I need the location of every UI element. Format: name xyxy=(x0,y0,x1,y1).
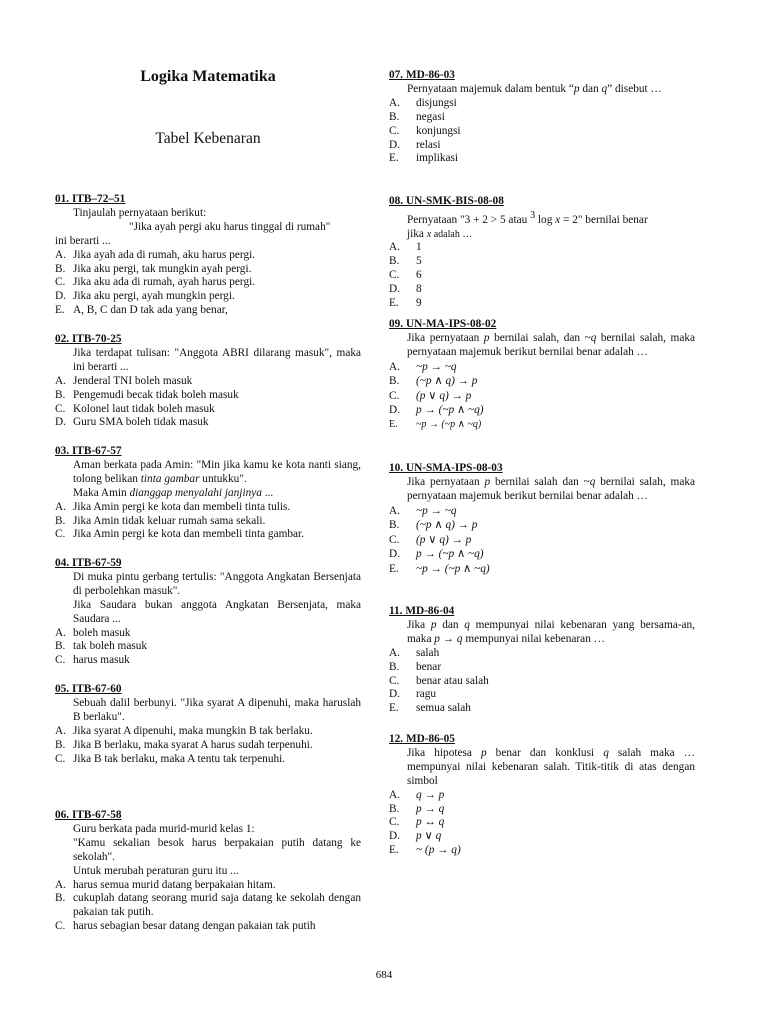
question-01 xyxy=(55,193,361,318)
option-a: A. ~p → ~q xyxy=(389,504,457,517)
option-a: A. Jika Amin pergi ke kota dan membeli tinta tulis. xyxy=(55,500,291,513)
option-e: E. A, B, C dan D tak ada yang benar, xyxy=(55,304,228,317)
option-c: C. benar atau salah xyxy=(389,674,489,687)
options-list xyxy=(55,375,361,431)
question-text: Jika terdapat tulisan: "Anggota ABRI dilarang masuk", maka ini berarti ... xyxy=(73,346,361,373)
option-e: E. ~p → (~p ∧ ~q) xyxy=(389,418,482,430)
question-text: Sebuah dalil berbunyi. "Jika syarat A dipenuhi, maka haruslah B berlaku". xyxy=(73,696,361,723)
question-text: Tinjaulah pernyataan berikut: xyxy=(73,206,207,219)
option-a: A. ~p → ~q xyxy=(389,360,457,373)
question-03 xyxy=(55,445,361,542)
option-c: C. (p ∨ q) → p xyxy=(389,389,472,402)
option-b: B. (~p ∧ q) → p xyxy=(389,375,478,388)
option-b: B. p → q xyxy=(389,802,445,815)
question-code: 08. UN-SMK-BIS-08-08 xyxy=(389,195,504,207)
option-d: D. p → (~p ∧ ~q) xyxy=(389,404,484,417)
question-text: Jika pernyataan p bernilai salah dan ~q bernilai salah, maka pernyataan majemuk berikut bernilai benar adalah … xyxy=(407,475,696,502)
question-text: Jika hipotesa p benar dan konklusi q salah maka … mempunyai nilai kebenaran salah. Titik-titik di atas dengan simbol xyxy=(407,746,695,787)
page-number: 684 xyxy=(375,969,393,981)
option-d: D. p ∨ q xyxy=(389,830,442,843)
option-b: B. cukuplah datang seorang murid saja datang ke sekolah dengan pakaian tak putih. xyxy=(55,892,361,919)
page-title: Logika Matematika xyxy=(140,68,276,85)
option-c: C. Jika B tak berlaku, maka A tentu tak terpenuhi. xyxy=(55,752,286,765)
question-text: Jika pernyataan p bernilai salah, dan ~q bernilai salah, maka pernyataan majemuk berikut bernilai benar adalah … xyxy=(407,331,695,358)
option-e: E. implikasi xyxy=(389,152,459,165)
question-code: 04. ITB-67-59 xyxy=(55,557,122,569)
option-a: A. Jika syarat A dipenuhi, maka mungkin B tak berlaku. xyxy=(55,724,313,737)
options-list xyxy=(389,647,695,717)
option-b: B. negasi xyxy=(389,110,445,123)
options-list xyxy=(55,627,361,669)
question-text: Di muka pintu gerbang tertulis: "Anggota Angkatan Bersenjata di perbolehkan masuk". xyxy=(73,570,361,597)
options-list xyxy=(55,249,361,319)
option-d: D. Jika aku pergi, ayah mungkin pergi. xyxy=(55,290,235,303)
question-text: Jika Saudara bukan anggota Angkatan Bersenjata, maka Saudara ... xyxy=(73,598,361,625)
option-c: C. Kolonel laut tidak boleh masuk xyxy=(55,402,215,415)
option-b: B. Jika B berlaku, maka syarat A harus sudah terpenuhi. xyxy=(55,738,313,751)
option-a: A. harus semua murid datang berpakaian hitam. xyxy=(55,878,276,891)
question-code: 09. UN-MA-IPS-08-02 xyxy=(389,318,497,330)
question-text: Guru berkata pada murid-murid kelas 1: xyxy=(73,822,255,835)
option-d: D. ragu xyxy=(389,688,437,701)
option-a: A. 1 xyxy=(389,241,422,254)
question-text: Pernyataan majemuk dalam bentuk “p dan q” disebut … xyxy=(407,82,662,95)
option-c: C. konjungsi xyxy=(389,124,461,137)
option-c: C. 6 xyxy=(389,269,422,282)
options-list xyxy=(389,504,695,577)
option-c: C. (p ∨ q) → p xyxy=(389,533,472,546)
option-c: C. Jika Amin pergi ke kota dan membeli tinta gambar. xyxy=(55,528,305,541)
question-code: 01. ITB–72–51 xyxy=(55,193,126,205)
option-e: E. ~ (p → q) xyxy=(389,844,461,857)
page-subtitle: Tabel Kebenaran xyxy=(155,130,261,147)
option-c: C. harus masuk xyxy=(55,654,130,667)
option-a: A. Jika ayah ada di rumah, aku harus pergi. xyxy=(55,248,256,261)
option-d: D. 8 xyxy=(389,283,422,296)
question-code: 07. MD-86-03 xyxy=(389,69,455,81)
question-09 xyxy=(389,318,695,432)
question-text: Jika p dan q mempunyai nilai kebenaran yang bersama-an, maka p → q mempunyai nilai kebenaran … xyxy=(407,618,695,645)
option-b: B. tak boleh masuk xyxy=(55,640,148,653)
question-05 xyxy=(55,683,361,766)
question-code: 05. ITB-67-60 xyxy=(55,683,122,695)
option-e: E. ~p → (~p ∧ ~q) xyxy=(389,562,490,575)
question-code: 03. ITB-67-57 xyxy=(55,445,122,457)
question-text: "Kamu sekalian besok harus berpakaian putih datang ke sekolah". xyxy=(73,836,361,863)
question-code: 10. UN-SMA-IPS-08-03 xyxy=(389,462,503,474)
question-text: Untuk merubah peraturan guru itu ... xyxy=(73,864,239,877)
options-list xyxy=(55,501,361,543)
option-d: D. relasi xyxy=(389,138,441,151)
question-07 xyxy=(389,69,695,166)
option-d: D. p → (~p ∧ ~q) xyxy=(389,548,484,561)
question-text: Maka Amin dianggap menyalahi janjinya ... xyxy=(73,486,274,499)
options-list xyxy=(389,241,695,311)
question-11 xyxy=(389,605,695,716)
option-c: C. Jika aku ada di rumah, ayah harus pergi. xyxy=(55,276,256,289)
option-b: B. Jika Amin tidak keluar rumah sama sekali. xyxy=(55,514,266,527)
question-12 xyxy=(389,733,695,858)
option-a: A. disjungsi xyxy=(389,96,457,109)
option-a: A. salah xyxy=(389,646,440,659)
option-b: B. Jika aku pergi, tak mungkin ayah pergi. xyxy=(55,262,252,275)
option-e: E. semua salah xyxy=(389,702,471,715)
option-d: D. Guru SMA boleh tidak masuk xyxy=(55,416,209,429)
option-b: B. Pengemudi becak tidak boleh masuk xyxy=(55,388,239,401)
question-text: Pernyataan "3 + 2 > 5 atau $^3$ log x = 2" bernilai benar xyxy=(407,209,648,226)
option-e: E. 9 xyxy=(389,297,422,310)
option-a: A. boleh masuk xyxy=(55,626,131,639)
option-a: A. q → p xyxy=(389,788,445,801)
question-04 xyxy=(55,557,361,668)
question-text: ini berarti ... xyxy=(55,234,111,247)
option-b: B. benar xyxy=(389,660,442,673)
options-list xyxy=(389,97,695,167)
question-06 xyxy=(55,809,361,934)
options-list xyxy=(389,360,695,433)
option-c: C. harus sebagian besar datang dengan pakaian tak putih xyxy=(55,920,316,933)
question-code: 02. ITB-70-25 xyxy=(55,333,122,345)
question-code: 06. ITB-67-58 xyxy=(55,809,122,821)
question-text: jika x adalah … xyxy=(407,227,473,240)
options-list xyxy=(55,879,361,935)
option-b: B. (~p ∧ q) → p xyxy=(389,519,478,532)
option-b: B. 5 xyxy=(389,255,422,268)
question-quote: "Jika ayah pergi aku harus tinggal di rumah" xyxy=(129,220,331,233)
question-code: 12. MD-86-05 xyxy=(389,733,455,745)
options-list xyxy=(389,789,695,859)
question-10 xyxy=(389,462,695,576)
question-02 xyxy=(55,333,361,430)
question-code: 11. MD-86-04 xyxy=(389,605,455,617)
question-08 xyxy=(389,195,695,311)
question-text: Aman berkata pada Amin: "Min jika kamu ke kota nanti siang, tolong belikan tinta gambar untukku". xyxy=(73,458,361,485)
option-a: A. Jenderal TNI boleh masuk xyxy=(55,374,193,387)
options-list xyxy=(55,725,361,767)
option-c: C. p ↔ q xyxy=(389,816,445,829)
